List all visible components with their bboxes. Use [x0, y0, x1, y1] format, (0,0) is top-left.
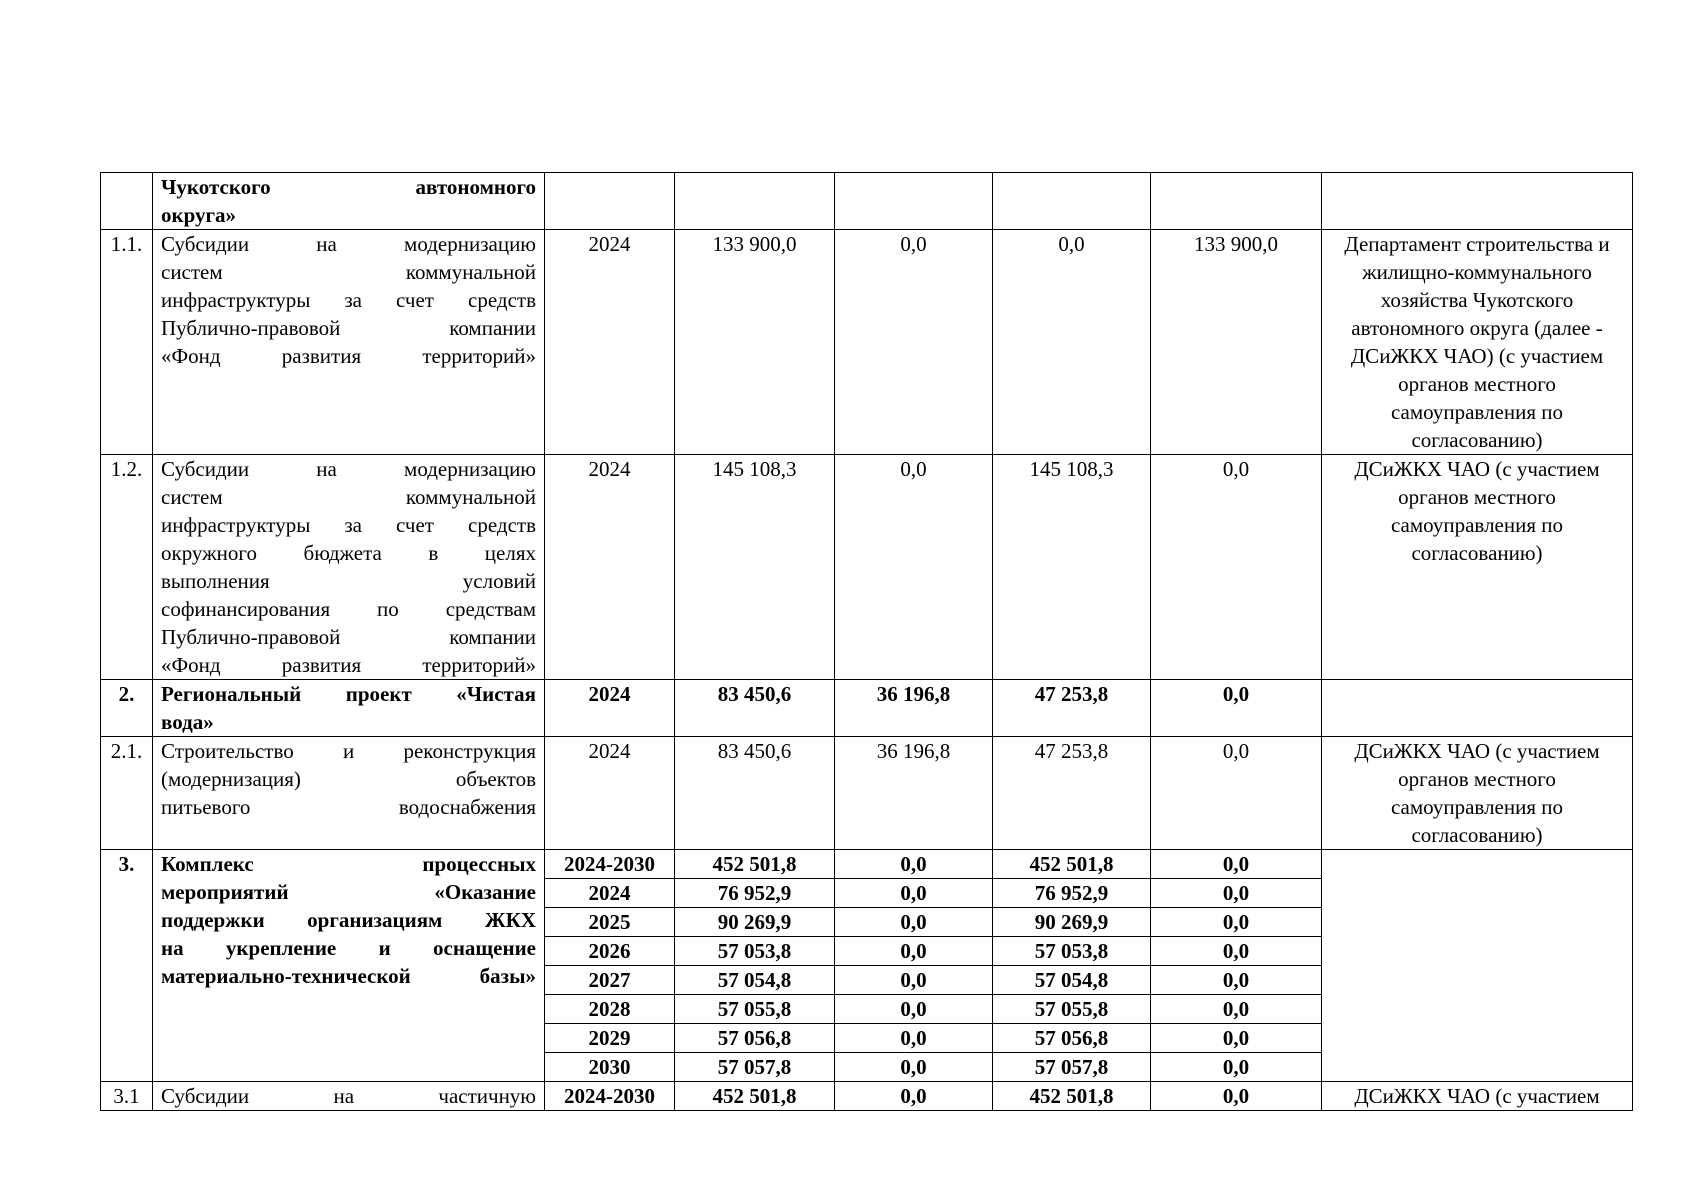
- other-cell: 0,0: [1151, 680, 1322, 737]
- year-cell: 2024: [545, 879, 675, 908]
- federal-cell: 0,0: [835, 455, 993, 680]
- federal-cell: [835, 173, 993, 230]
- other-cell: 0,0: [1151, 455, 1322, 680]
- other-cell: 0,0: [1151, 1082, 1322, 1111]
- other-cell: 133 900,0: [1151, 230, 1322, 455]
- federal-cell: 0,0: [835, 1053, 993, 1082]
- district-cell: 57 054,8: [993, 966, 1151, 995]
- federal-cell: 0,0: [835, 1082, 993, 1111]
- other-cell: 0,0: [1151, 737, 1322, 850]
- total-cell: 57 054,8: [675, 966, 835, 995]
- row-name: Субсидии на модернизацию систем коммунальной инфраструктуры за счет средств окружного бюджета в целях выполнения условий софинансирования по средствам Публично-правовой компании «Фонд развития территорий»: [153, 455, 545, 680]
- table-row: [101, 737, 1633, 850]
- total-cell: 76 952,9: [675, 879, 835, 908]
- district-cell: 452 501,8: [993, 850, 1151, 879]
- row-name: Чукотского автономного округа»: [153, 173, 545, 230]
- total-cell: [675, 173, 835, 230]
- district-cell: [993, 173, 1151, 230]
- other-cell: 0,0: [1151, 995, 1322, 1024]
- table-row: [101, 230, 1633, 455]
- year-cell: [545, 173, 675, 230]
- district-cell: 90 269,9: [993, 908, 1151, 937]
- row-number: 1.2.: [101, 455, 153, 680]
- row-number: 3.: [101, 850, 153, 1082]
- other-cell: 0,0: [1151, 937, 1322, 966]
- district-cell: 0,0: [993, 230, 1151, 455]
- district-cell: 57 055,8: [993, 995, 1151, 1024]
- district-cell: 145 108,3: [993, 455, 1151, 680]
- federal-cell: 0,0: [835, 995, 993, 1024]
- row-name: Субсидии на модернизацию систем коммунальной инфраструктуры за счет средств Публично-правовой компании «Фонд развития территорий»: [153, 230, 545, 455]
- row-number: [101, 173, 153, 230]
- table-row: [101, 850, 1633, 879]
- district-cell: 57 056,8: [993, 1024, 1151, 1053]
- row-number: 2.: [101, 680, 153, 737]
- row-number: 2.1.: [101, 737, 153, 850]
- federal-cell: 0,0: [835, 230, 993, 455]
- responsible-cell: Департамент строительства и жилищно-коммунального хозяйства Чукотского автономного округа (далее - ДСиЖКХ ЧАО) (с участием органов местного самоуправления по согласованию): [1322, 230, 1633, 455]
- other-cell: 0,0: [1151, 966, 1322, 995]
- federal-cell: 0,0: [835, 908, 993, 937]
- total-cell: 452 501,8: [675, 1082, 835, 1111]
- year-cell: 2025: [545, 908, 675, 937]
- year-cell: 2024: [545, 455, 675, 680]
- year-cell: 2024: [545, 737, 675, 850]
- row-name: Комплекс процессных мероприятий «Оказание поддержки организациям ЖКХ на укрепление и оснащение материально-технической базы»: [153, 850, 545, 1082]
- year-cell: 2029: [545, 1024, 675, 1053]
- other-cell: 0,0: [1151, 908, 1322, 937]
- year-cell: 2024: [545, 230, 675, 455]
- other-cell: 0,0: [1151, 879, 1322, 908]
- row-name: Строительство и реконструкция (модернизация) объектов питьевого водоснабжения: [153, 737, 545, 850]
- year-cell: 2026: [545, 937, 675, 966]
- federal-cell: 0,0: [835, 850, 993, 879]
- district-cell: 57 057,8: [993, 1053, 1151, 1082]
- total-cell: 57 053,8: [675, 937, 835, 966]
- total-cell: 83 450,6: [675, 680, 835, 737]
- responsible-cell: ДСиЖКХ ЧАО (с участием: [1322, 1082, 1633, 1111]
- federal-cell: 36 196,8: [835, 737, 993, 850]
- year-cell: 2024-2030: [545, 850, 675, 879]
- other-cell: [1151, 173, 1322, 230]
- table-row: [101, 1082, 1633, 1111]
- district-cell: 47 253,8: [993, 737, 1151, 850]
- responsible-cell: ДСиЖКХ ЧАО (с участием органов местного самоуправления по согласованию): [1322, 455, 1633, 680]
- district-cell: 76 952,9: [993, 879, 1151, 908]
- total-cell: 452 501,8: [675, 850, 835, 879]
- row-name: Субсидии на частичную: [153, 1082, 545, 1111]
- responsible-cell: ДСиЖКХ ЧАО (с участием органов местного самоуправления по согласованию): [1322, 737, 1633, 850]
- federal-cell: 36 196,8: [835, 680, 993, 737]
- total-cell: 83 450,6: [675, 737, 835, 850]
- district-cell: 57 053,8: [993, 937, 1151, 966]
- row-name: Региональный проект «Чистая вода»: [153, 680, 545, 737]
- total-cell: 57 057,8: [675, 1053, 835, 1082]
- federal-cell: 0,0: [835, 937, 993, 966]
- district-cell: 452 501,8: [993, 1082, 1151, 1111]
- responsible-cell: [1322, 680, 1633, 737]
- table-row: [101, 680, 1633, 737]
- year-cell: 2028: [545, 995, 675, 1024]
- responsible-cell: [1322, 173, 1633, 230]
- table-row: [101, 455, 1633, 680]
- responsible-cell: [1322, 850, 1633, 1082]
- total-cell: 57 055,8: [675, 995, 835, 1024]
- total-cell: 133 900,0: [675, 230, 835, 455]
- table-row: [101, 173, 1633, 230]
- other-cell: 0,0: [1151, 850, 1322, 879]
- other-cell: 0,0: [1151, 1024, 1322, 1053]
- total-cell: 145 108,3: [675, 455, 835, 680]
- federal-cell: 0,0: [835, 1024, 993, 1053]
- financing-table: [100, 172, 1633, 1111]
- year-cell: 2030: [545, 1053, 675, 1082]
- total-cell: 90 269,9: [675, 908, 835, 937]
- other-cell: 0,0: [1151, 1053, 1322, 1082]
- total-cell: 57 056,8: [675, 1024, 835, 1053]
- federal-cell: 0,0: [835, 879, 993, 908]
- year-cell: 2027: [545, 966, 675, 995]
- federal-cell: 0,0: [835, 966, 993, 995]
- year-cell: 2024-2030: [545, 1082, 675, 1111]
- row-number: 1.1.: [101, 230, 153, 455]
- year-cell: 2024: [545, 680, 675, 737]
- row-number: 3.1: [101, 1082, 153, 1111]
- district-cell: 47 253,8: [993, 680, 1151, 737]
